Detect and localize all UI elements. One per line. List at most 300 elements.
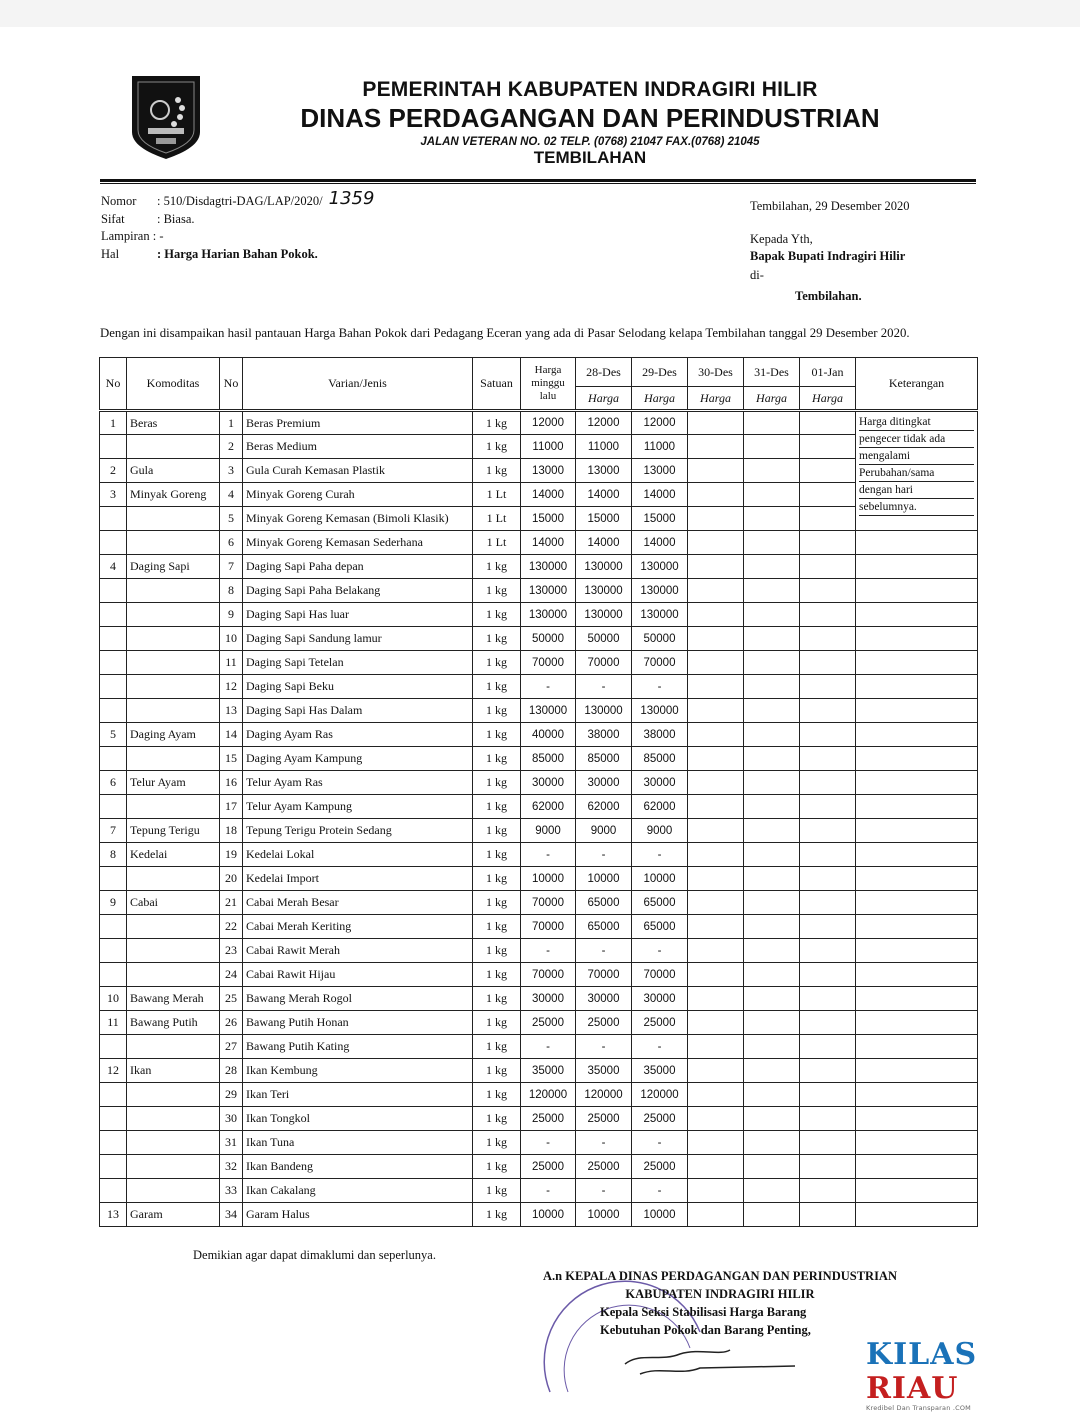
cell-no-varian: 32 (220, 1155, 243, 1179)
cell-harga-29: - (632, 843, 688, 867)
cell-harga-30 (688, 555, 744, 579)
cell-no-varian: 21 (220, 891, 243, 915)
header-harga-minggu-lalu: Harga minggu lalu (521, 358, 576, 411)
cell-komoditas: Ikan (127, 1059, 220, 1083)
cell-harga-30 (688, 1035, 744, 1059)
cell-keterangan (856, 771, 978, 795)
cell-varian: Ikan Kembung (243, 1059, 473, 1083)
cell-varian: Daging Sapi Tetelan (243, 651, 473, 675)
cell-harga-minggu-lalu: - (521, 675, 576, 699)
cell-harga-29: 11000 (632, 435, 688, 459)
cell-harga-31 (744, 483, 800, 507)
cell-harga-31 (744, 651, 800, 675)
cell-harga-01 (800, 915, 856, 939)
cell-harga-01 (800, 1011, 856, 1035)
cell-komoditas (127, 531, 220, 555)
cell-harga-28: 85000 (576, 747, 632, 771)
cell-satuan: 1 Lt (473, 507, 521, 531)
cell-no (100, 603, 127, 627)
cell-no-varian: 17 (220, 795, 243, 819)
cell-no: 7 (100, 819, 127, 843)
cell-no-varian: 15 (220, 747, 243, 771)
cell-harga-minggu-lalu: 70000 (521, 891, 576, 915)
cell-harga-01 (800, 1107, 856, 1131)
cell-keterangan (856, 1083, 978, 1107)
cell-komoditas (127, 867, 220, 891)
cell-no: 8 (100, 843, 127, 867)
cell-satuan: 1 kg (473, 1107, 521, 1131)
cell-komoditas (127, 507, 220, 531)
cell-keterangan (856, 723, 978, 747)
cell-harga-01 (800, 1035, 856, 1059)
cell-harga-28: 130000 (576, 579, 632, 603)
cell-harga-01 (800, 1203, 856, 1227)
cell-no: 5 (100, 723, 127, 747)
cell-harga-31 (744, 579, 800, 603)
cell-no (100, 1155, 127, 1179)
cell-harga-31 (744, 555, 800, 579)
cell-komoditas: Daging Ayam (127, 723, 220, 747)
table-row (100, 627, 978, 651)
cell-satuan: 1 kg (473, 459, 521, 483)
cell-harga-minggu-lalu: 50000 (521, 627, 576, 651)
cell-no (100, 939, 127, 963)
cell-harga-30 (688, 531, 744, 555)
kilasriau-watermark (866, 1337, 1066, 1412)
cell-varian: Ikan Cakalang (243, 1179, 473, 1203)
cell-harga-30 (688, 1083, 744, 1107)
cell-no (100, 867, 127, 891)
cell-no: 6 (100, 771, 127, 795)
cell-harga-minggu-lalu: 25000 (521, 1155, 576, 1179)
cell-no (100, 579, 127, 603)
header-date-28: 28-Des (576, 358, 632, 387)
cell-harga-30 (688, 411, 744, 435)
cell-harga-28: - (576, 1035, 632, 1059)
cell-harga-01 (800, 1083, 856, 1107)
cell-harga-29: 35000 (632, 1059, 688, 1083)
cell-harga-30 (688, 1203, 744, 1227)
cell-harga-01 (800, 627, 856, 651)
cell-satuan: 1 Lt (473, 483, 521, 507)
cell-harga-29: 65000 (632, 891, 688, 915)
table-row (100, 1083, 978, 1107)
cell-no-varian: 8 (220, 579, 243, 603)
cell-harga-30 (688, 1059, 744, 1083)
cell-harga-29: 25000 (632, 1011, 688, 1035)
watermark-tagline: Kredibel Dan Transparan .COM (866, 1404, 971, 1412)
cell-harga-minggu-lalu: 10000 (521, 867, 576, 891)
cell-no (100, 1083, 127, 1107)
cell-no (100, 963, 127, 987)
cell-harga-29: 25000 (632, 1107, 688, 1131)
cell-harga-01 (800, 603, 856, 627)
cell-harga-31 (744, 1203, 800, 1227)
cell-keterangan (856, 1059, 978, 1083)
cell-harga-minggu-lalu: 25000 (521, 1011, 576, 1035)
cell-no-varian: 3 (220, 459, 243, 483)
cell-harga-28: 30000 (576, 771, 632, 795)
table-row (100, 771, 978, 795)
cell-keterangan (856, 747, 978, 771)
cell-no (100, 1035, 127, 1059)
cell-harga-30 (688, 435, 744, 459)
table-row (100, 507, 978, 531)
cell-harga-minggu-lalu: 130000 (521, 579, 576, 603)
table-row (100, 819, 978, 843)
cell-varian: Cabai Rawit Merah (243, 939, 473, 963)
cell-harga-30 (688, 603, 744, 627)
cell-harga-31 (744, 1107, 800, 1131)
cell-no-varian: 24 (220, 963, 243, 987)
table-row (100, 915, 978, 939)
cell-no: 2 (100, 459, 127, 483)
letterhead-rule-thick (100, 179, 976, 182)
cell-harga-31 (744, 531, 800, 555)
cell-harga-01 (800, 747, 856, 771)
cell-no (100, 1107, 127, 1131)
cell-varian: Daging Sapi Paha depan (243, 555, 473, 579)
cell-harga-01 (800, 819, 856, 843)
cell-harga-28: - (576, 1179, 632, 1203)
cell-no (100, 1179, 127, 1203)
cell-harga-minggu-lalu: 70000 (521, 963, 576, 987)
cell-keterangan (856, 867, 978, 891)
header-varian: Varian/Jenis (243, 358, 473, 411)
cell-harga-31 (744, 435, 800, 459)
cell-harga-minggu-lalu: - (521, 843, 576, 867)
cell-no (100, 747, 127, 771)
cell-varian: Daging Sapi Beku (243, 675, 473, 699)
cell-komoditas (127, 1107, 220, 1131)
cell-satuan: 1 kg (473, 1059, 521, 1083)
cell-harga-29: 130000 (632, 699, 688, 723)
cell-harga-28: 130000 (576, 699, 632, 723)
cell-no: 3 (100, 483, 127, 507)
cell-satuan: 1 kg (473, 867, 521, 891)
cell-keterangan (856, 603, 978, 627)
cell-varian: Cabai Rawit Hijau (243, 963, 473, 987)
cell-harga-30 (688, 651, 744, 675)
cell-harga-29: 10000 (632, 867, 688, 891)
cell-satuan: 1 kg (473, 555, 521, 579)
cell-komoditas (127, 675, 220, 699)
cell-komoditas (127, 1179, 220, 1203)
cell-harga-31 (744, 963, 800, 987)
cell-harga-28: 70000 (576, 651, 632, 675)
cell-harga-01 (800, 771, 856, 795)
cell-no-varian: 19 (220, 843, 243, 867)
cell-harga-29: 50000 (632, 627, 688, 651)
cell-komoditas (127, 651, 220, 675)
cell-harga-28: - (576, 843, 632, 867)
cell-no-varian: 23 (220, 939, 243, 963)
cell-harga-01 (800, 531, 856, 555)
cell-harga-29: 14000 (632, 531, 688, 555)
cell-harga-minggu-lalu: 10000 (521, 1203, 576, 1227)
header-komoditas: Komoditas (127, 358, 220, 411)
table-row (100, 1107, 978, 1131)
cell-satuan: 1 kg (473, 1179, 521, 1203)
cell-harga-31 (744, 675, 800, 699)
table-row (100, 411, 978, 435)
cell-varian: Bawang Putih Kating (243, 1035, 473, 1059)
header-date-01: 01-Jan (800, 358, 856, 387)
cell-no-varian: 26 (220, 1011, 243, 1035)
cell-varian: Daging Ayam Ras (243, 723, 473, 747)
table-row (100, 939, 978, 963)
cell-harga-28: 15000 (576, 507, 632, 531)
header-date-30: 30-Des (688, 358, 744, 387)
cell-harga-30 (688, 1179, 744, 1203)
cell-harga-30 (688, 627, 744, 651)
cell-harga-28: 9000 (576, 819, 632, 843)
cell-komoditas (127, 1131, 220, 1155)
cell-no (100, 435, 127, 459)
header-harga-28: Harga (576, 387, 632, 411)
cell-harga-29: 13000 (632, 459, 688, 483)
cell-harga-29: 62000 (632, 795, 688, 819)
cell-keterangan (856, 651, 978, 675)
cell-harga-30 (688, 987, 744, 1011)
cell-harga-28: 70000 (576, 963, 632, 987)
cell-harga-29: 25000 (632, 1155, 688, 1179)
cell-no-varian: 5 (220, 507, 243, 531)
cell-satuan: 1 kg (473, 915, 521, 939)
cell-varian: Minyak Goreng Kemasan Sederhana (243, 531, 473, 555)
letterhead-government: PEMERINTAH KABUPATEN INDRAGIRI HILIR (362, 78, 818, 101)
cell-harga-30 (688, 867, 744, 891)
table-row (100, 603, 978, 627)
cell-harga-minggu-lalu: 30000 (521, 771, 576, 795)
cell-harga-01 (800, 843, 856, 867)
table-row (100, 1131, 978, 1155)
cell-harga-28: - (576, 1131, 632, 1155)
cell-harga-30 (688, 1155, 744, 1179)
cell-harga-minggu-lalu: 70000 (521, 651, 576, 675)
cell-harga-minggu-lalu: 120000 (521, 1083, 576, 1107)
cell-no-varian: 6 (220, 531, 243, 555)
cell-komoditas: Tepung Terigu (127, 819, 220, 843)
cell-harga-31 (744, 843, 800, 867)
cell-varian: Gula Curah Kemasan Plastik (243, 459, 473, 483)
cell-varian: Minyak Goreng Kemasan (Bimoli Klasik) (243, 507, 473, 531)
cell-harga-28: 25000 (576, 1155, 632, 1179)
cell-keterangan (856, 795, 978, 819)
cell-harga-30 (688, 819, 744, 843)
cell-harga-28: 10000 (576, 867, 632, 891)
cell-harga-01 (800, 867, 856, 891)
cell-keterangan (856, 891, 978, 915)
cell-varian: Daging Sapi Has luar (243, 603, 473, 627)
cell-satuan: 1 kg (473, 723, 521, 747)
cell-harga-28: 65000 (576, 891, 632, 915)
cell-no (100, 507, 127, 531)
cell-harga-31 (744, 819, 800, 843)
signature-line-2: KABUPATEN INDRAGIRI HILIR (625, 1287, 815, 1301)
cell-no-varian: 29 (220, 1083, 243, 1107)
cell-harga-01 (800, 699, 856, 723)
cell-keterangan (856, 1011, 978, 1035)
cell-satuan: 1 kg (473, 939, 521, 963)
cell-varian: Kedelai Lokal (243, 843, 473, 867)
cell-varian: Telur Ayam Ras (243, 771, 473, 795)
cell-satuan: 1 kg (473, 819, 521, 843)
table-row (100, 1011, 978, 1035)
table-row (100, 963, 978, 987)
cell-satuan: 1 kg (473, 699, 521, 723)
cell-harga-31 (744, 1011, 800, 1035)
table-row (100, 1155, 978, 1179)
cell-harga-minggu-lalu: - (521, 1131, 576, 1155)
cell-varian: Daging Ayam Kampung (243, 747, 473, 771)
cell-harga-30 (688, 459, 744, 483)
cell-harga-01 (800, 675, 856, 699)
table-row (100, 675, 978, 699)
cell-komoditas: Beras (127, 411, 220, 435)
cell-komoditas (127, 579, 220, 603)
cell-harga-30 (688, 771, 744, 795)
cell-harga-28: 130000 (576, 555, 632, 579)
cell-komoditas (127, 915, 220, 939)
cell-satuan: 1 kg (473, 627, 521, 651)
cell-no-varian: 10 (220, 627, 243, 651)
cell-harga-29: 30000 (632, 987, 688, 1011)
cell-komoditas (127, 699, 220, 723)
letter-date: Tembilahan, 29 Desember 2020 (750, 199, 910, 213)
table-row (100, 579, 978, 603)
cell-harga-31 (744, 627, 800, 651)
cell-harga-01 (800, 459, 856, 483)
cell-harga-29: 70000 (632, 651, 688, 675)
cell-harga-31 (744, 987, 800, 1011)
cell-harga-29: 9000 (632, 819, 688, 843)
cell-harga-31 (744, 1155, 800, 1179)
cell-harga-29: - (632, 1131, 688, 1155)
cell-harga-01 (800, 939, 856, 963)
cell-harga-30 (688, 579, 744, 603)
cell-no-varian: 11 (220, 651, 243, 675)
cell-no-varian: 28 (220, 1059, 243, 1083)
keterangan-line: Perubahan/sama (859, 465, 974, 482)
cell-harga-30 (688, 963, 744, 987)
cell-harga-29: 30000 (632, 771, 688, 795)
cell-no-varian: 12 (220, 675, 243, 699)
cell-harga-31 (744, 1131, 800, 1155)
cell-harga-01 (800, 795, 856, 819)
cell-komoditas (127, 963, 220, 987)
signature-line-3: Kepala Seksi Stabilisasi Harga Barang (600, 1305, 807, 1319)
cell-harga-28: 120000 (576, 1083, 632, 1107)
cell-harga-minggu-lalu: 85000 (521, 747, 576, 771)
letterhead-city: TEMBILAHAN (533, 148, 647, 167)
header-satuan: Satuan (473, 358, 521, 411)
cell-satuan: 1 kg (473, 675, 521, 699)
cell-no-varian: 13 (220, 699, 243, 723)
letterhead-rule-thin (100, 183, 976, 184)
cell-komoditas (127, 1035, 220, 1059)
cell-harga-31 (744, 699, 800, 723)
regency-emblem-icon (130, 74, 202, 160)
cell-harga-30 (688, 507, 744, 531)
cell-harga-minggu-lalu: - (521, 1179, 576, 1203)
cell-harga-28: 30000 (576, 987, 632, 1011)
keterangan-line: pengecer tidak ada (859, 431, 974, 448)
table-row (100, 459, 978, 483)
letter-meta (101, 188, 375, 263)
cell-varian: Ikan Tuna (243, 1131, 473, 1155)
cell-satuan: 1 kg (473, 891, 521, 915)
lampiran-value: : - (152, 229, 164, 243)
table-row (100, 435, 978, 459)
closing-text: Demikian agar dapat dimaklumi dan seperlunya. (193, 1248, 436, 1262)
cell-no-varian: 34 (220, 1203, 243, 1227)
cell-harga-minggu-lalu: - (521, 939, 576, 963)
table-row (100, 723, 978, 747)
cell-keterangan (856, 699, 978, 723)
cell-keterangan (856, 963, 978, 987)
scan-top-margin (0, 0, 1080, 27)
header-date-31: 31-Des (744, 358, 800, 387)
cell-komoditas (127, 1083, 220, 1107)
cell-harga-30 (688, 1131, 744, 1155)
cell-keterangan (856, 843, 978, 867)
cell-komoditas: Telur Ayam (127, 771, 220, 795)
cell-harga-30 (688, 1107, 744, 1131)
cell-varian: Bawang Putih Honan (243, 1011, 473, 1035)
cell-no (100, 915, 127, 939)
cell-harga-01 (800, 891, 856, 915)
cell-varian: Kedelai Import (243, 867, 473, 891)
cell-keterangan (856, 1155, 978, 1179)
cell-harga-29: 38000 (632, 723, 688, 747)
cell-komoditas (127, 1155, 220, 1179)
cell-harga-29: 10000 (632, 1203, 688, 1227)
cell-no-varian: 4 (220, 483, 243, 507)
cell-satuan: 1 kg (473, 843, 521, 867)
cell-harga-minggu-lalu: 130000 (521, 603, 576, 627)
cell-harga-29: 14000 (632, 483, 688, 507)
cell-harga-29: 130000 (632, 579, 688, 603)
cell-harga-31 (744, 459, 800, 483)
cell-keterangan (856, 1035, 978, 1059)
letterhead (230, 78, 950, 168)
cell-no (100, 651, 127, 675)
cell-no (100, 627, 127, 651)
cell-no: 12 (100, 1059, 127, 1083)
nomor-label: Nomor (101, 194, 137, 208)
table-row (100, 483, 978, 507)
cell-komoditas (127, 747, 220, 771)
cell-varian: Daging Sapi Has Dalam (243, 699, 473, 723)
cell-harga-minggu-lalu: 13000 (521, 459, 576, 483)
header-date-29: 29-Des (632, 358, 688, 387)
cell-harga-01 (800, 651, 856, 675)
table-row (100, 795, 978, 819)
cell-no-varian: 18 (220, 819, 243, 843)
cell-komoditas (127, 939, 220, 963)
cell-harga-01 (800, 483, 856, 507)
cell-keterangan (856, 1179, 978, 1203)
cell-satuan: 1 kg (473, 411, 521, 435)
cell-satuan: 1 kg (473, 747, 521, 771)
cell-harga-31 (744, 867, 800, 891)
cell-harga-01 (800, 723, 856, 747)
cell-harga-29: - (632, 1035, 688, 1059)
cell-harga-28: 130000 (576, 603, 632, 627)
cell-satuan: 1 Lt (473, 531, 521, 555)
cell-harga-31 (744, 939, 800, 963)
